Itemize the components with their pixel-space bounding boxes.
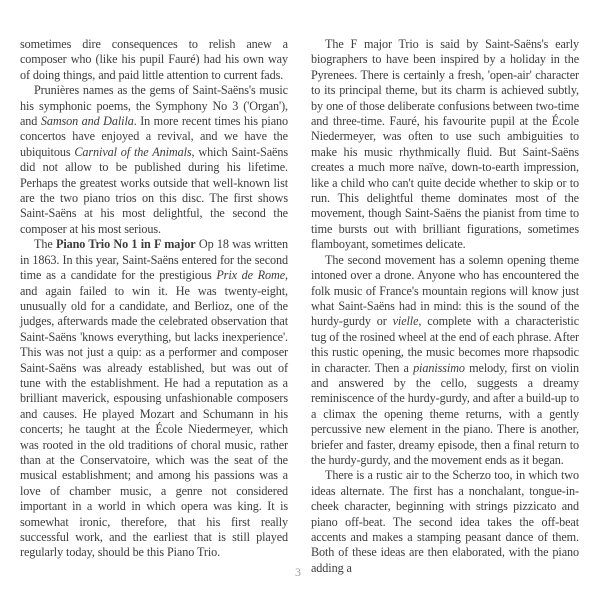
text-run: Prunières names as the gems of Saint-Saëns's music his symphonic poems, the Symphony No 3 ('Organ'), and <box>20 83 288 129</box>
paragraph <box>20 237 288 561</box>
text-run: The <box>34 237 56 252</box>
text-run: sometimes dire consequences to relish anew a composer who (like his pupil Fauré) had his own way of doing things, and paid little attention to current fads. <box>20 37 288 82</box>
left-column <box>20 37 288 576</box>
paragraph <box>311 253 579 469</box>
text-run-italic: Carnival of the Animals <box>74 144 192 159</box>
paragraph <box>311 37 579 253</box>
text-run: , and again failed to win it. He was twenty-eight, unusually old for a candidate, and Berlioz, one of the judges, afterwards made the celebrated observation that Saint-Saëns 'knows everything, but lacks inexperience'. This was not just a quip: as a performer and composer Saint-Saëns was already established, but was out of tune with the establishment. He had a reputation as a brilliant maverick, espousing unfashionable composers and causes. He played Mozart and Schumann in his concerts; he taught at the École Niedermeyer, which was rooted in the old traditions of choral music, rather than at the Conservatoire, which was the seat of the musical establishment; and among his passions was a love of chamber music, a genre not considered important in a world in which opera was king. It is somewhat ironic, therefore, that his first really successful work, and the earliest that is still played regularly today, should be this Piano Trio. <box>20 268 288 560</box>
text-run: melody, first on violin and answered by the cello, suggests a dreamy reminiscence of the hurdy-gurdy, and after a build-up to a climax the opening theme returns, with a gently percussive new element in the piano. There is another, briefer and faster, dreamy episode, then a final return to the hurdy-gurdy, and the movement ends as it began. <box>311 360 579 467</box>
text-run: There is a rustic air to the Scherzo too, in which two ideas alternate. The first has a nonchalant, tongue-in-cheek character, beginning with strings pizzicato and piano off-beat. The second idea takes the off-beat accents and makes a stamping peasant dance of them. Both of these ideas are then elaborated, with the piano adding a <box>311 468 579 575</box>
right-column <box>311 37 579 576</box>
text-run-italic: vielle <box>392 314 419 329</box>
page-number: 3 <box>295 565 301 579</box>
text-run-italic: Samson and Dalila <box>40 114 134 129</box>
text-run: Op 18 was written in 1863. In this year, Saint-Saëns entered for the second time as a candidate for the prestigious <box>20 237 288 283</box>
paragraph <box>311 468 579 576</box>
text-run: . In more recent times his piano concertos have enjoyed a revival, and we have the ubiquitous <box>20 114 288 159</box>
text-run: , complete with a characteristic tug of the rosined wheel at the end of each phrase. After this rustic opening, the music becomes more rhapsodic in character. Then a <box>311 314 580 375</box>
text-run: The second movement has a solemn opening theme intoned over a drone. Anyone who has encountered the folk music of France's mountain regions will know just what Saint-Saëns had in mind: this is the sound of the hurdy-gurdy or <box>311 252 579 329</box>
text-columns <box>20 37 579 576</box>
text-run-italic: Prix de Rome <box>216 268 286 283</box>
paragraph <box>20 37 288 83</box>
text-run: , which Saint-Saëns did not allow to be published during his lifetime. Perhaps the greatest works outside that well-known list are the two piano trios on this disc. The first shows Saint-Saëns at his most delightful, the second the composer at his most serious. <box>20 144 288 236</box>
text-run: The F major Trio is said by Saint-Saëns's early biographers to have been inspired by a holiday in the Pyrenees. There is certainly a fresh, 'open-air' character to its principal theme, but its charm is achieved subtly, by one of those deliberate confusions between two-time and three-time. Fauré, his favourite pupil at the École Niedermeyer, was often to use such ambiguities to make his music rhythmically fluid. But Saint-Saëns creates a much more naïve, down-to-earth impression, like a child who can't quite decide whether to skip or to run. This delightful theme dominates most of the movement, though Saint-Saëns the pianist from time to time bursts out with brilliant figurations, sometimes flamboyant, sometimes delicate. <box>311 37 579 252</box>
text-run-bold: Piano Trio No 1 in F major <box>55 237 196 252</box>
text-run-italic: pianissimo <box>413 360 465 375</box>
paragraph <box>20 83 288 237</box>
